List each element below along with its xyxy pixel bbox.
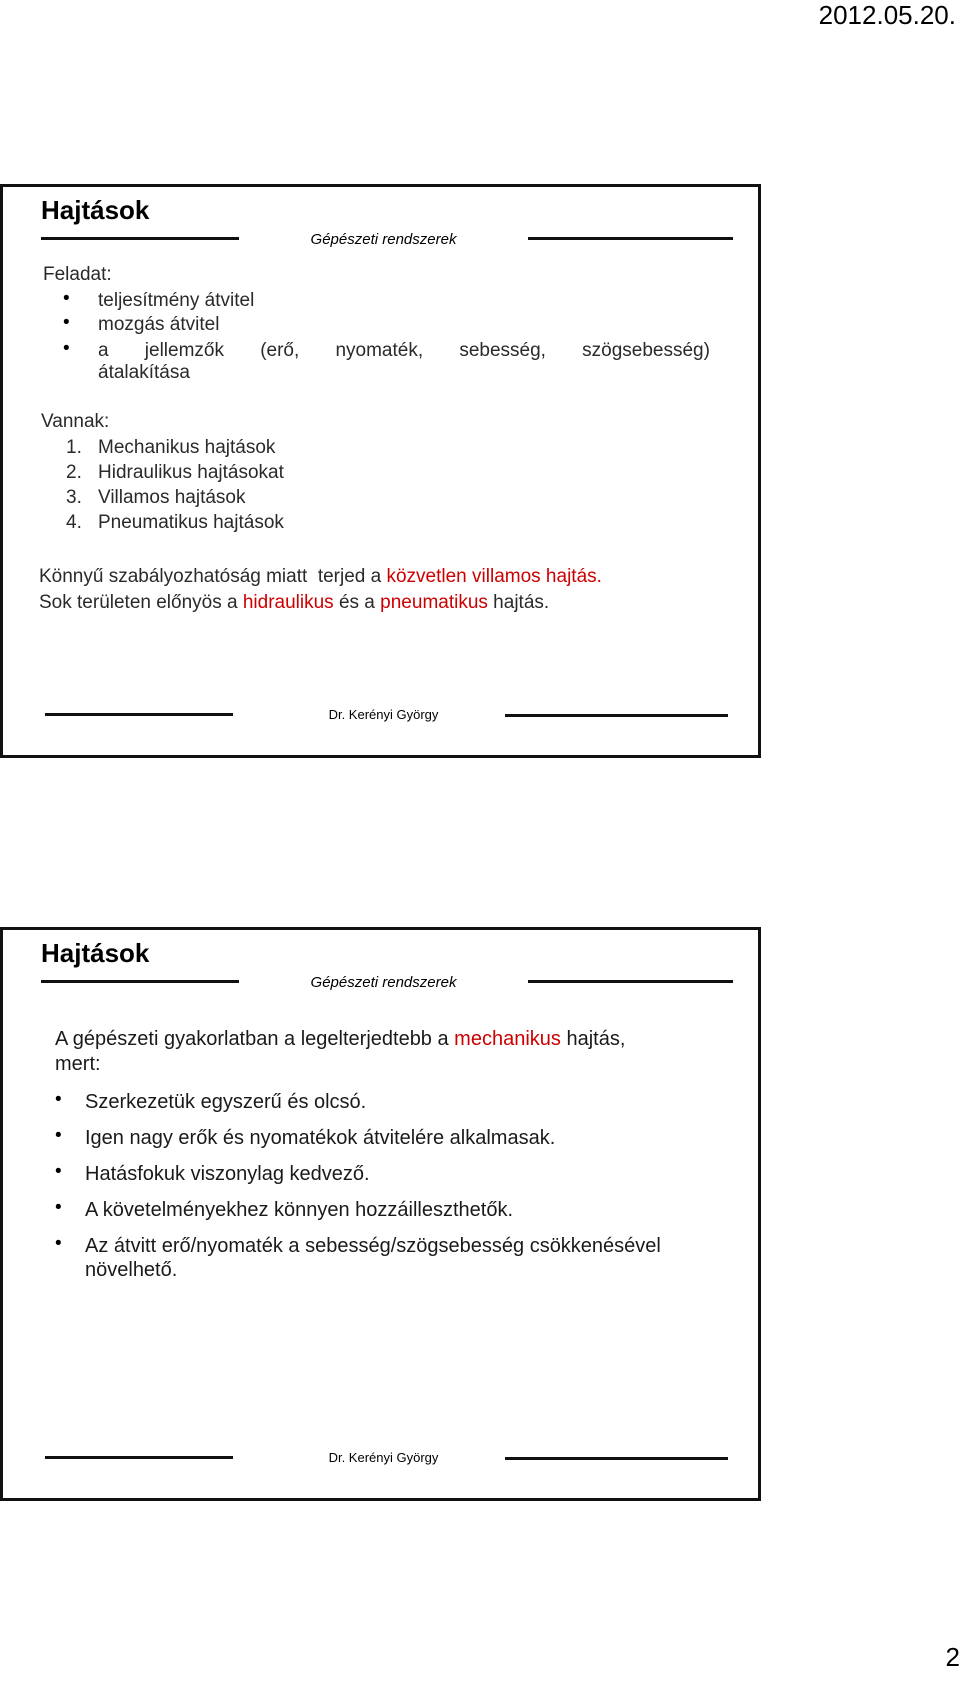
slide-footer: Dr. Kerényi György — [328, 707, 439, 722]
slide-footer: Dr. Kerényi György — [328, 1450, 439, 1465]
header-rule-right — [528, 237, 733, 240]
list-item: Igen nagy erők és nyomatékok átvitelére alkalmasak. — [85, 1127, 556, 1149]
highlight: hidraulikus — [242, 592, 334, 613]
word: jellemzők — [144, 340, 224, 361]
text: hajtás, — [560, 1028, 626, 1050]
slide-title: Hajtások — [41, 938, 150, 968]
slide-2 — [0, 927, 761, 1501]
page-number: 2 — [945, 1642, 960, 1672]
text: hajtás. — [487, 592, 550, 613]
footer-rule-right — [505, 714, 728, 717]
paragraph — [55, 1027, 625, 1051]
slide-title: Hajtások — [41, 195, 150, 225]
header-rule-right — [528, 980, 733, 983]
text: A gépészeti gyakorlatban a legelterjedtebb a — [55, 1028, 455, 1050]
list-item: mozgás átvitel — [98, 314, 220, 335]
bullet-icon: • — [55, 1125, 62, 1146]
list-number: 1. — [66, 437, 82, 458]
highlight: közvetlen villamos hajtás. — [386, 566, 602, 587]
slide-1 — [0, 184, 761, 758]
bullet-icon: • — [55, 1089, 62, 1110]
paragraph — [39, 591, 549, 615]
list-item: Szerkezetük egyszerű és olcsó. — [85, 1091, 367, 1113]
text: és a — [333, 592, 381, 613]
highlight: pneumatikus — [380, 592, 488, 613]
print-date: 2012.05.20. — [818, 0, 956, 30]
slide-header-text: Gépészeti rendszerek — [310, 231, 457, 248]
bullet-icon: • — [55, 1197, 62, 1218]
list-item: Az átvitt erő/nyomaték a sebesség/szögsebesség csökkenésével — [85, 1235, 661, 1257]
list-item-continuation: átalakítása — [98, 362, 190, 383]
word: nyomaték, — [335, 340, 424, 361]
list-item — [98, 339, 710, 363]
slide-header-text: Gépészeti rendszerek — [310, 974, 457, 991]
list-item: teljesítmény átvitel — [98, 290, 255, 311]
list-item-continuation: növelhető. — [85, 1259, 178, 1281]
list-number: 2. — [66, 462, 82, 483]
word: sebesség, — [459, 340, 546, 361]
footer-rule-right — [505, 1457, 728, 1460]
list-item: Hidraulikus hajtásokat — [98, 462, 284, 483]
paragraph-continuation: mert: — [55, 1053, 101, 1075]
list-number: 3. — [66, 487, 82, 508]
word: a — [98, 340, 109, 361]
feladat-label: Feladat: — [43, 264, 112, 285]
highlight: mechanikus — [454, 1028, 561, 1050]
text: Könnyű szabályozhatóság miatt terjed a — [39, 566, 387, 587]
bullet-icon: • — [55, 1233, 62, 1254]
list-item: A követelményekhez könnyen hozzáilleszthetők. — [85, 1199, 514, 1221]
list-item: Mechanikus hajtások — [98, 437, 276, 458]
bullet-icon: • — [63, 312, 70, 333]
bullet-icon: • — [63, 338, 70, 359]
word: szögsebesség) — [582, 340, 710, 361]
list-item: Villamos hajtások — [98, 487, 246, 508]
text: Sok területen előnyös a — [39, 592, 243, 613]
word: (erő, — [260, 340, 300, 361]
bullet-icon: • — [55, 1161, 62, 1182]
bullet-icon: • — [63, 288, 70, 309]
paragraph — [39, 565, 602, 589]
list-number: 4. — [66, 512, 82, 533]
vannak-label: Vannak: — [41, 411, 110, 432]
list-item: Hatásfokuk viszonylag kedvező. — [85, 1163, 370, 1185]
list-item: Pneumatikus hajtások — [98, 512, 284, 533]
